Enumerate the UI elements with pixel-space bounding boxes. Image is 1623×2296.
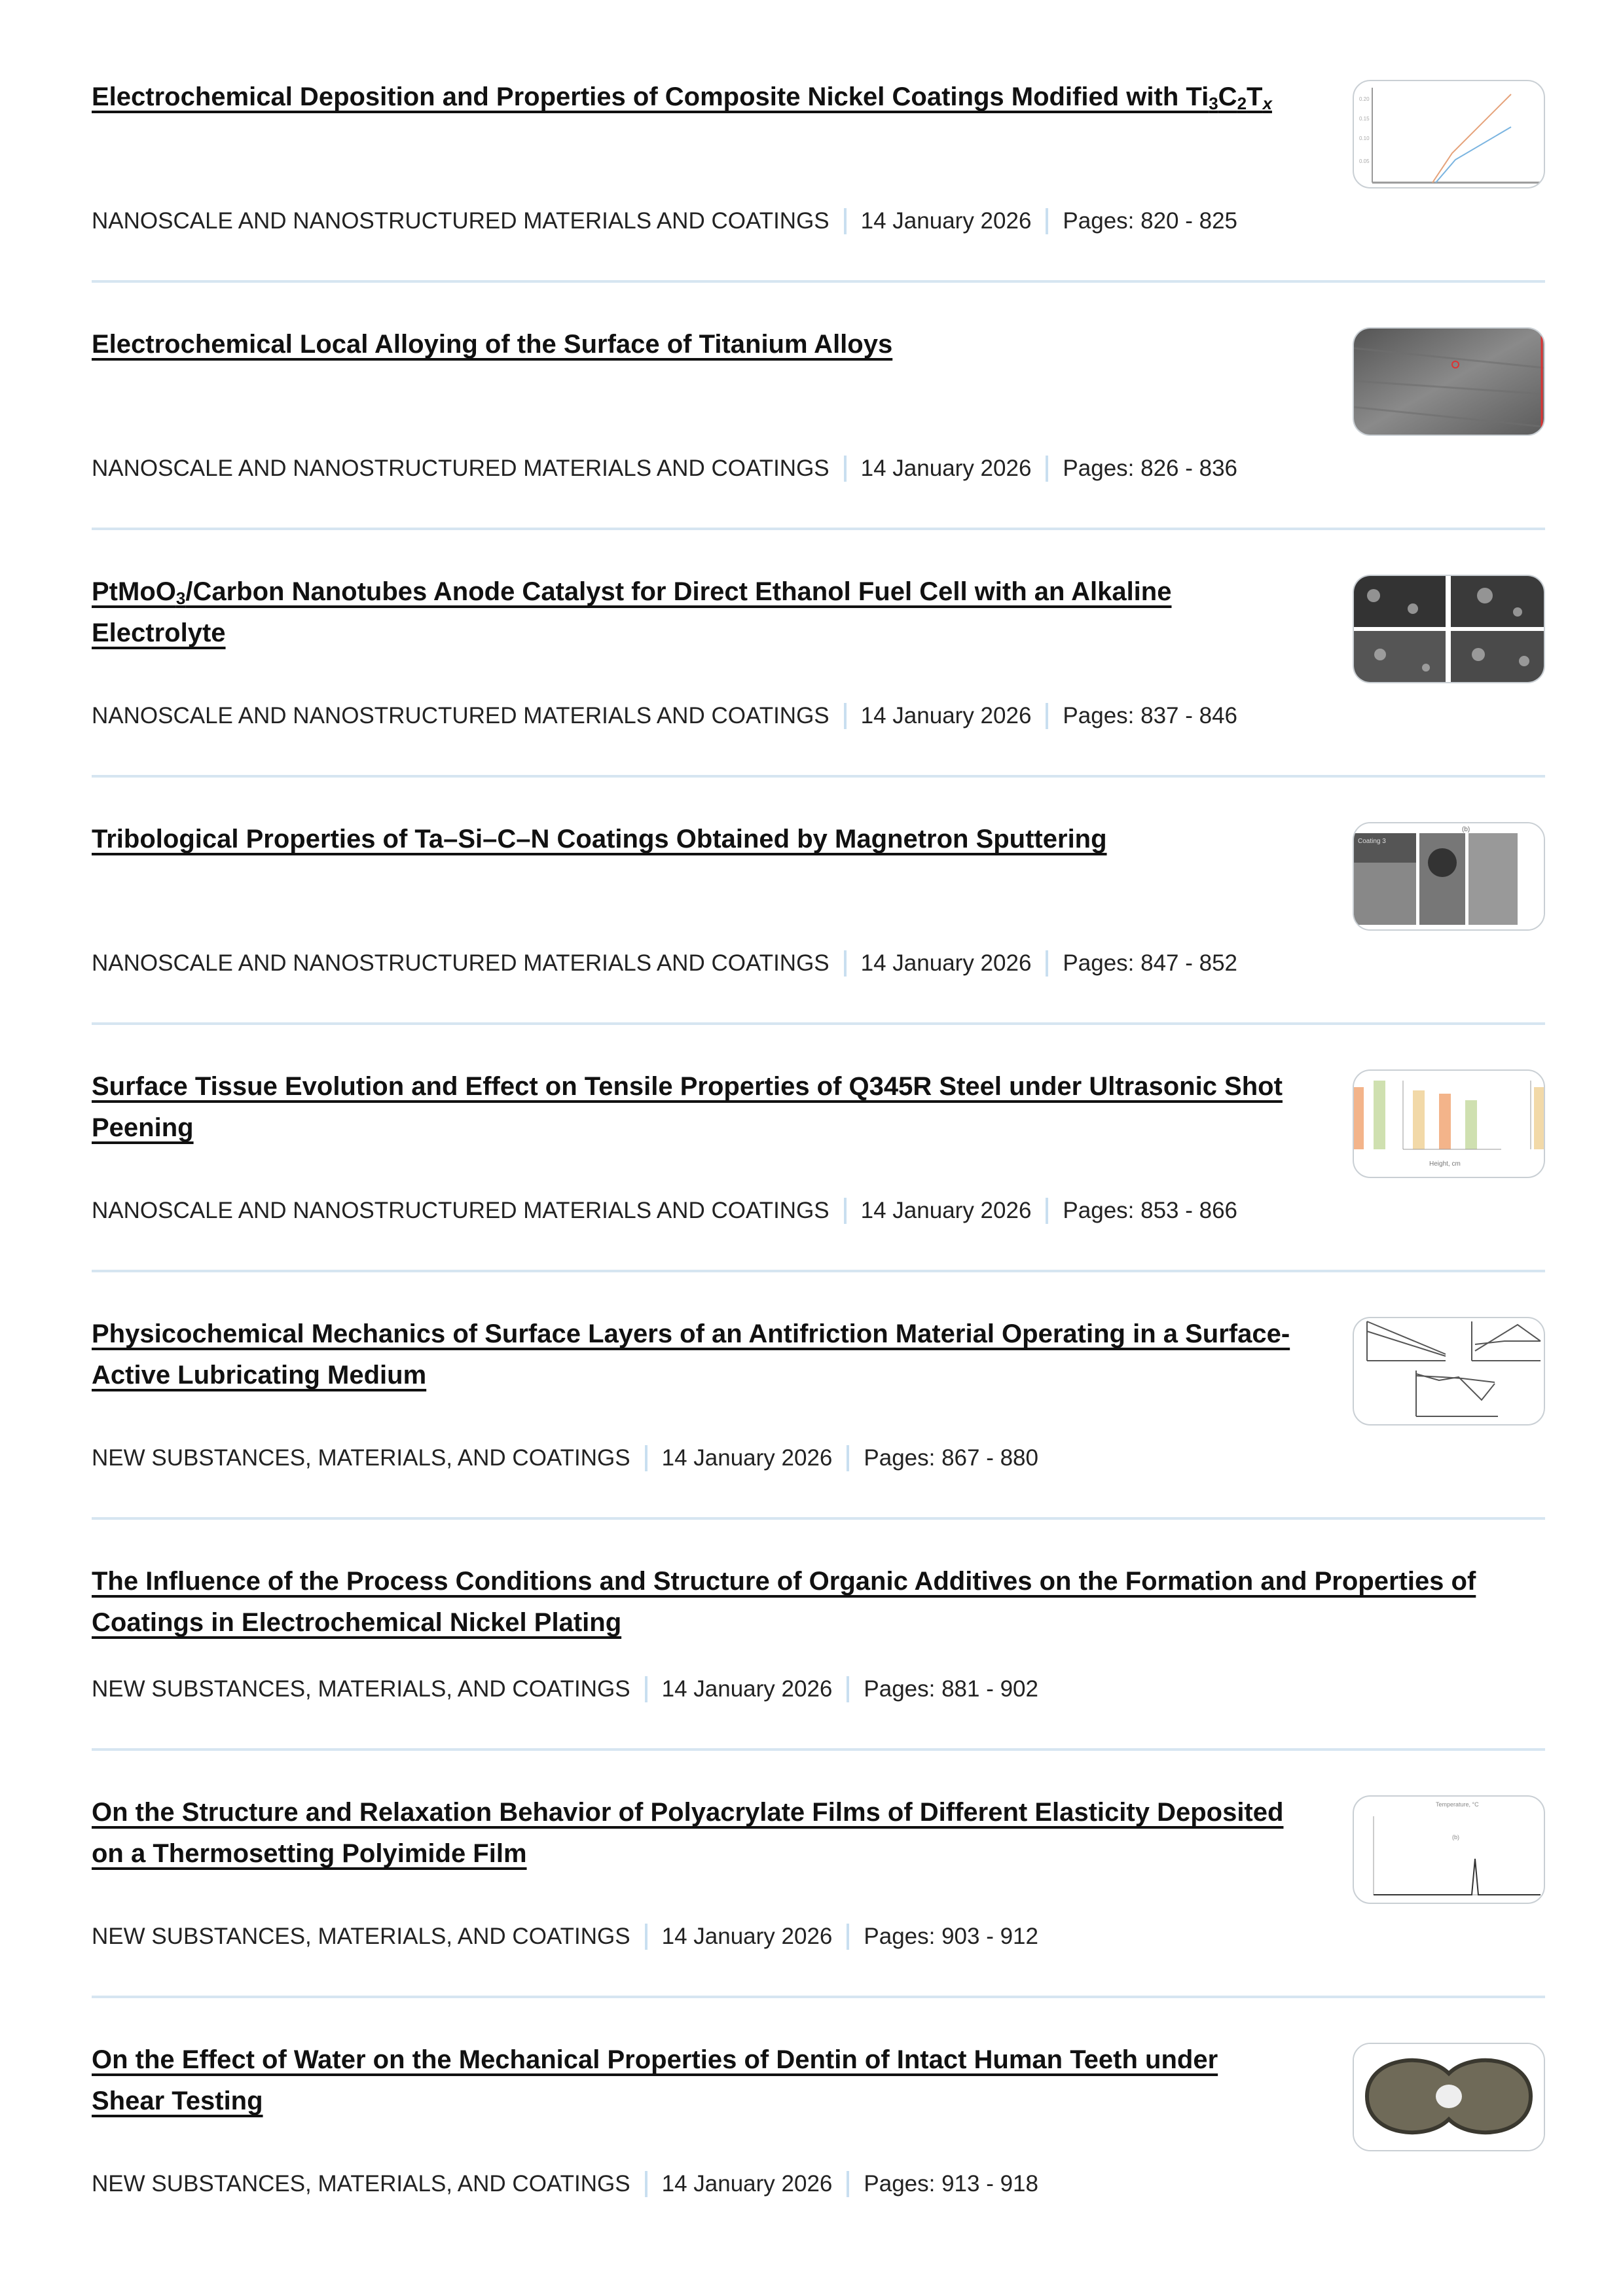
title-subscript: 3 bbox=[1209, 94, 1218, 113]
article-section: NANOSCALE AND NANOSTRUCTURED MATERIALS AND COATINGS bbox=[92, 208, 830, 234]
article-meta bbox=[92, 1916, 1545, 1957]
article-meta bbox=[92, 2163, 1545, 2204]
title-text: On the Structure and Relaxation Behavior of Polyacrylate Films of Different Elasticity Deposited on a Thermosetting Polyimide Film bbox=[92, 1798, 1284, 1868]
meta-divider bbox=[645, 2171, 647, 2197]
article-pages: Pages: 881 - 902 bbox=[864, 1676, 1038, 1702]
article-title bbox=[92, 1561, 1545, 1643]
article-header bbox=[92, 2039, 1545, 2163]
article-thumbnail-tooth-section[interactable] bbox=[1353, 2043, 1545, 2151]
article-date: 14 January 2026 bbox=[661, 2171, 833, 2197]
article-thumbnail-gray-surface[interactable] bbox=[1353, 327, 1545, 436]
article-title bbox=[92, 1314, 1296, 1396]
article-date: 14 January 2026 bbox=[661, 1445, 833, 1471]
article-date: 14 January 2026 bbox=[661, 1676, 833, 1702]
article-header bbox=[92, 77, 1545, 200]
title-subscript bbox=[1262, 94, 1271, 113]
article-thumbnail-multi-plot[interactable] bbox=[1353, 1317, 1545, 1426]
article-item bbox=[92, 1998, 1545, 2243]
meta-divider bbox=[1046, 208, 1048, 234]
article-item bbox=[92, 1520, 1545, 1751]
article-title-link[interactable] bbox=[92, 1319, 1290, 1390]
meta-divider bbox=[847, 1445, 849, 1471]
meta-divider bbox=[645, 1924, 647, 1950]
article-pages: Pages: 826 - 836 bbox=[1063, 456, 1238, 481]
article-header bbox=[92, 1066, 1545, 1190]
svg-text:0.20: 0.20 bbox=[1359, 96, 1370, 102]
title-text: The Influence of the Process Conditions and Structure of Organic Additives on the Formation and Properties of Coatings in Electrochemical Nickel Plating bbox=[92, 1567, 1476, 1637]
svg-text:Temperature, °C: Temperature, °C bbox=[1436, 1801, 1479, 1808]
article-section: NEW SUBSTANCES, MATERIALS, AND COATINGS bbox=[92, 1445, 630, 1471]
meta-divider bbox=[844, 1198, 847, 1224]
meta-divider bbox=[844, 456, 847, 482]
article-date: 14 January 2026 bbox=[860, 703, 1032, 728]
title-text: /Carbon Nanotubes Anode Catalyst for Direct Ethanol Fuel Cell with an Alkaline Electrolyte bbox=[92, 577, 1172, 647]
article-item bbox=[92, 778, 1545, 1025]
article-pages: Pages: 837 - 846 bbox=[1063, 703, 1238, 728]
article-header bbox=[92, 571, 1545, 695]
article-title-link[interactable] bbox=[92, 2045, 1218, 2115]
svg-text:0.15: 0.15 bbox=[1359, 116, 1370, 122]
title-subscript: 2 bbox=[1237, 94, 1247, 113]
title-text: Electrochemical Local Alloying of the Surface of Titanium Alloys bbox=[92, 330, 893, 359]
article-meta bbox=[92, 695, 1545, 736]
svg-text:(b): (b) bbox=[1452, 1834, 1459, 1840]
article-meta bbox=[92, 942, 1545, 984]
article-section: NANOSCALE AND NANOSTRUCTURED MATERIALS AND COATINGS bbox=[92, 950, 830, 976]
article-section: NEW SUBSTANCES, MATERIALS, AND COATINGS bbox=[92, 1676, 630, 1702]
title-text: On the Effect of Water on the Mechanical Properties of Dentin of Intact Human Teeth under Shear Testing bbox=[92, 2045, 1218, 2115]
title-text: C bbox=[1218, 82, 1237, 111]
title-text: Tribological Properties of Ta–Si–C–N Coatings Obtained by Magnetron Sputtering bbox=[92, 825, 1107, 853]
article-pages: Pages: 820 - 825 bbox=[1063, 208, 1238, 234]
article-thumbnail-tem-images[interactable] bbox=[1353, 822, 1545, 931]
title-italic: x bbox=[1262, 94, 1272, 113]
article-title-link[interactable] bbox=[92, 330, 892, 359]
article-thumbnail-line-chart[interactable] bbox=[1353, 80, 1545, 188]
article-item bbox=[92, 0, 1545, 283]
meta-divider bbox=[1046, 950, 1048, 977]
meta-divider bbox=[1046, 1198, 1048, 1224]
svg-text:Coating 3: Coating 3 bbox=[1358, 838, 1386, 845]
article-title bbox=[92, 819, 1107, 860]
svg-text:0.10: 0.10 bbox=[1359, 135, 1370, 141]
title-text: T bbox=[1247, 82, 1263, 111]
article-date: 14 January 2026 bbox=[661, 1924, 833, 1949]
article-pages: Pages: 903 - 912 bbox=[864, 1924, 1038, 1949]
article-date: 14 January 2026 bbox=[860, 456, 1032, 481]
article-item bbox=[92, 530, 1545, 778]
article-section: NANOSCALE AND NANOSTRUCTURED MATERIALS AND COATINGS bbox=[92, 1198, 830, 1223]
article-section: NANOSCALE AND NANOSTRUCTURED MATERIALS AND COATINGS bbox=[92, 456, 830, 481]
meta-divider bbox=[847, 2171, 849, 2197]
article-meta bbox=[92, 200, 1545, 242]
article-thumbnail-bar-chart[interactable] bbox=[1353, 1069, 1545, 1178]
svg-text:(b): (b) bbox=[1462, 826, 1470, 833]
article-meta bbox=[92, 448, 1545, 489]
meta-divider bbox=[645, 1676, 647, 1702]
meta-divider bbox=[844, 208, 847, 234]
article-header bbox=[92, 1561, 1545, 1668]
title-text: Surface Tissue Evolution and Effect on Tensile Properties of Q345R Steel under Ultrasonic Shot Peening bbox=[92, 1072, 1283, 1142]
meta-divider bbox=[847, 1924, 849, 1950]
meta-divider bbox=[844, 950, 847, 977]
meta-divider bbox=[1046, 456, 1048, 482]
article-title bbox=[92, 571, 1296, 654]
article-title-link[interactable] bbox=[92, 82, 1272, 111]
meta-divider bbox=[844, 703, 847, 729]
article-title-link[interactable] bbox=[92, 825, 1107, 853]
title-text: PtMoO bbox=[92, 577, 176, 606]
svg-text:0.05: 0.05 bbox=[1359, 158, 1370, 164]
meta-divider bbox=[645, 1445, 647, 1471]
article-section: NEW SUBSTANCES, MATERIALS, AND COATINGS bbox=[92, 2171, 630, 2197]
article-title bbox=[92, 2039, 1296, 2122]
article-meta bbox=[92, 1190, 1545, 1231]
article-title bbox=[92, 1066, 1296, 1149]
article-thumbnail-peak-plot[interactable] bbox=[1353, 1795, 1545, 1904]
article-pages: Pages: 847 - 852 bbox=[1063, 950, 1238, 976]
meta-divider bbox=[1046, 703, 1048, 729]
article-pages: Pages: 913 - 918 bbox=[864, 2171, 1038, 2197]
article-item bbox=[92, 1751, 1545, 1998]
title-text: Electrochemical Deposition and Properties of Composite Nickel Coatings Modified with Ti bbox=[92, 82, 1209, 111]
article-list bbox=[92, 0, 1545, 2243]
article-date: 14 January 2026 bbox=[860, 1198, 1032, 1223]
article-title-link[interactable] bbox=[92, 1567, 1476, 1637]
article-pages: Pages: 867 - 880 bbox=[864, 1445, 1038, 1471]
article-title bbox=[92, 324, 892, 365]
article-thumbnail-micrograph-grid[interactable] bbox=[1353, 575, 1545, 683]
article-section: NEW SUBSTANCES, MATERIALS, AND COATINGS bbox=[92, 1924, 630, 1949]
article-pages: Pages: 853 - 866 bbox=[1063, 1198, 1238, 1223]
article-header bbox=[92, 819, 1545, 942]
article-title bbox=[92, 77, 1272, 118]
svg-text:Height, cm: Height, cm bbox=[1429, 1160, 1461, 1168]
article-title-link[interactable] bbox=[92, 1072, 1283, 1142]
article-header bbox=[92, 324, 1545, 448]
article-header bbox=[92, 1314, 1545, 1437]
title-text: Physicochemical Mechanics of Surface Layers of an Antifriction Material Operating in a Surface-Active Lubricating Medium bbox=[92, 1319, 1290, 1390]
article-meta bbox=[92, 1668, 1545, 1710]
article-section: NANOSCALE AND NANOSTRUCTURED MATERIALS AND COATINGS bbox=[92, 703, 830, 728]
article-title-link[interactable] bbox=[92, 1798, 1283, 1868]
article-meta bbox=[92, 1437, 1545, 1479]
article-title bbox=[92, 1792, 1296, 1874]
article-title-link[interactable] bbox=[92, 577, 1171, 647]
title-subscript: 3 bbox=[175, 588, 186, 608]
article-date: 14 January 2026 bbox=[860, 950, 1032, 976]
article-item bbox=[92, 1272, 1545, 1520]
article-item bbox=[92, 283, 1545, 530]
article-item bbox=[92, 1025, 1545, 1272]
article-date: 14 January 2026 bbox=[860, 208, 1032, 234]
article-header bbox=[92, 1792, 1545, 1916]
meta-divider bbox=[847, 1676, 849, 1702]
